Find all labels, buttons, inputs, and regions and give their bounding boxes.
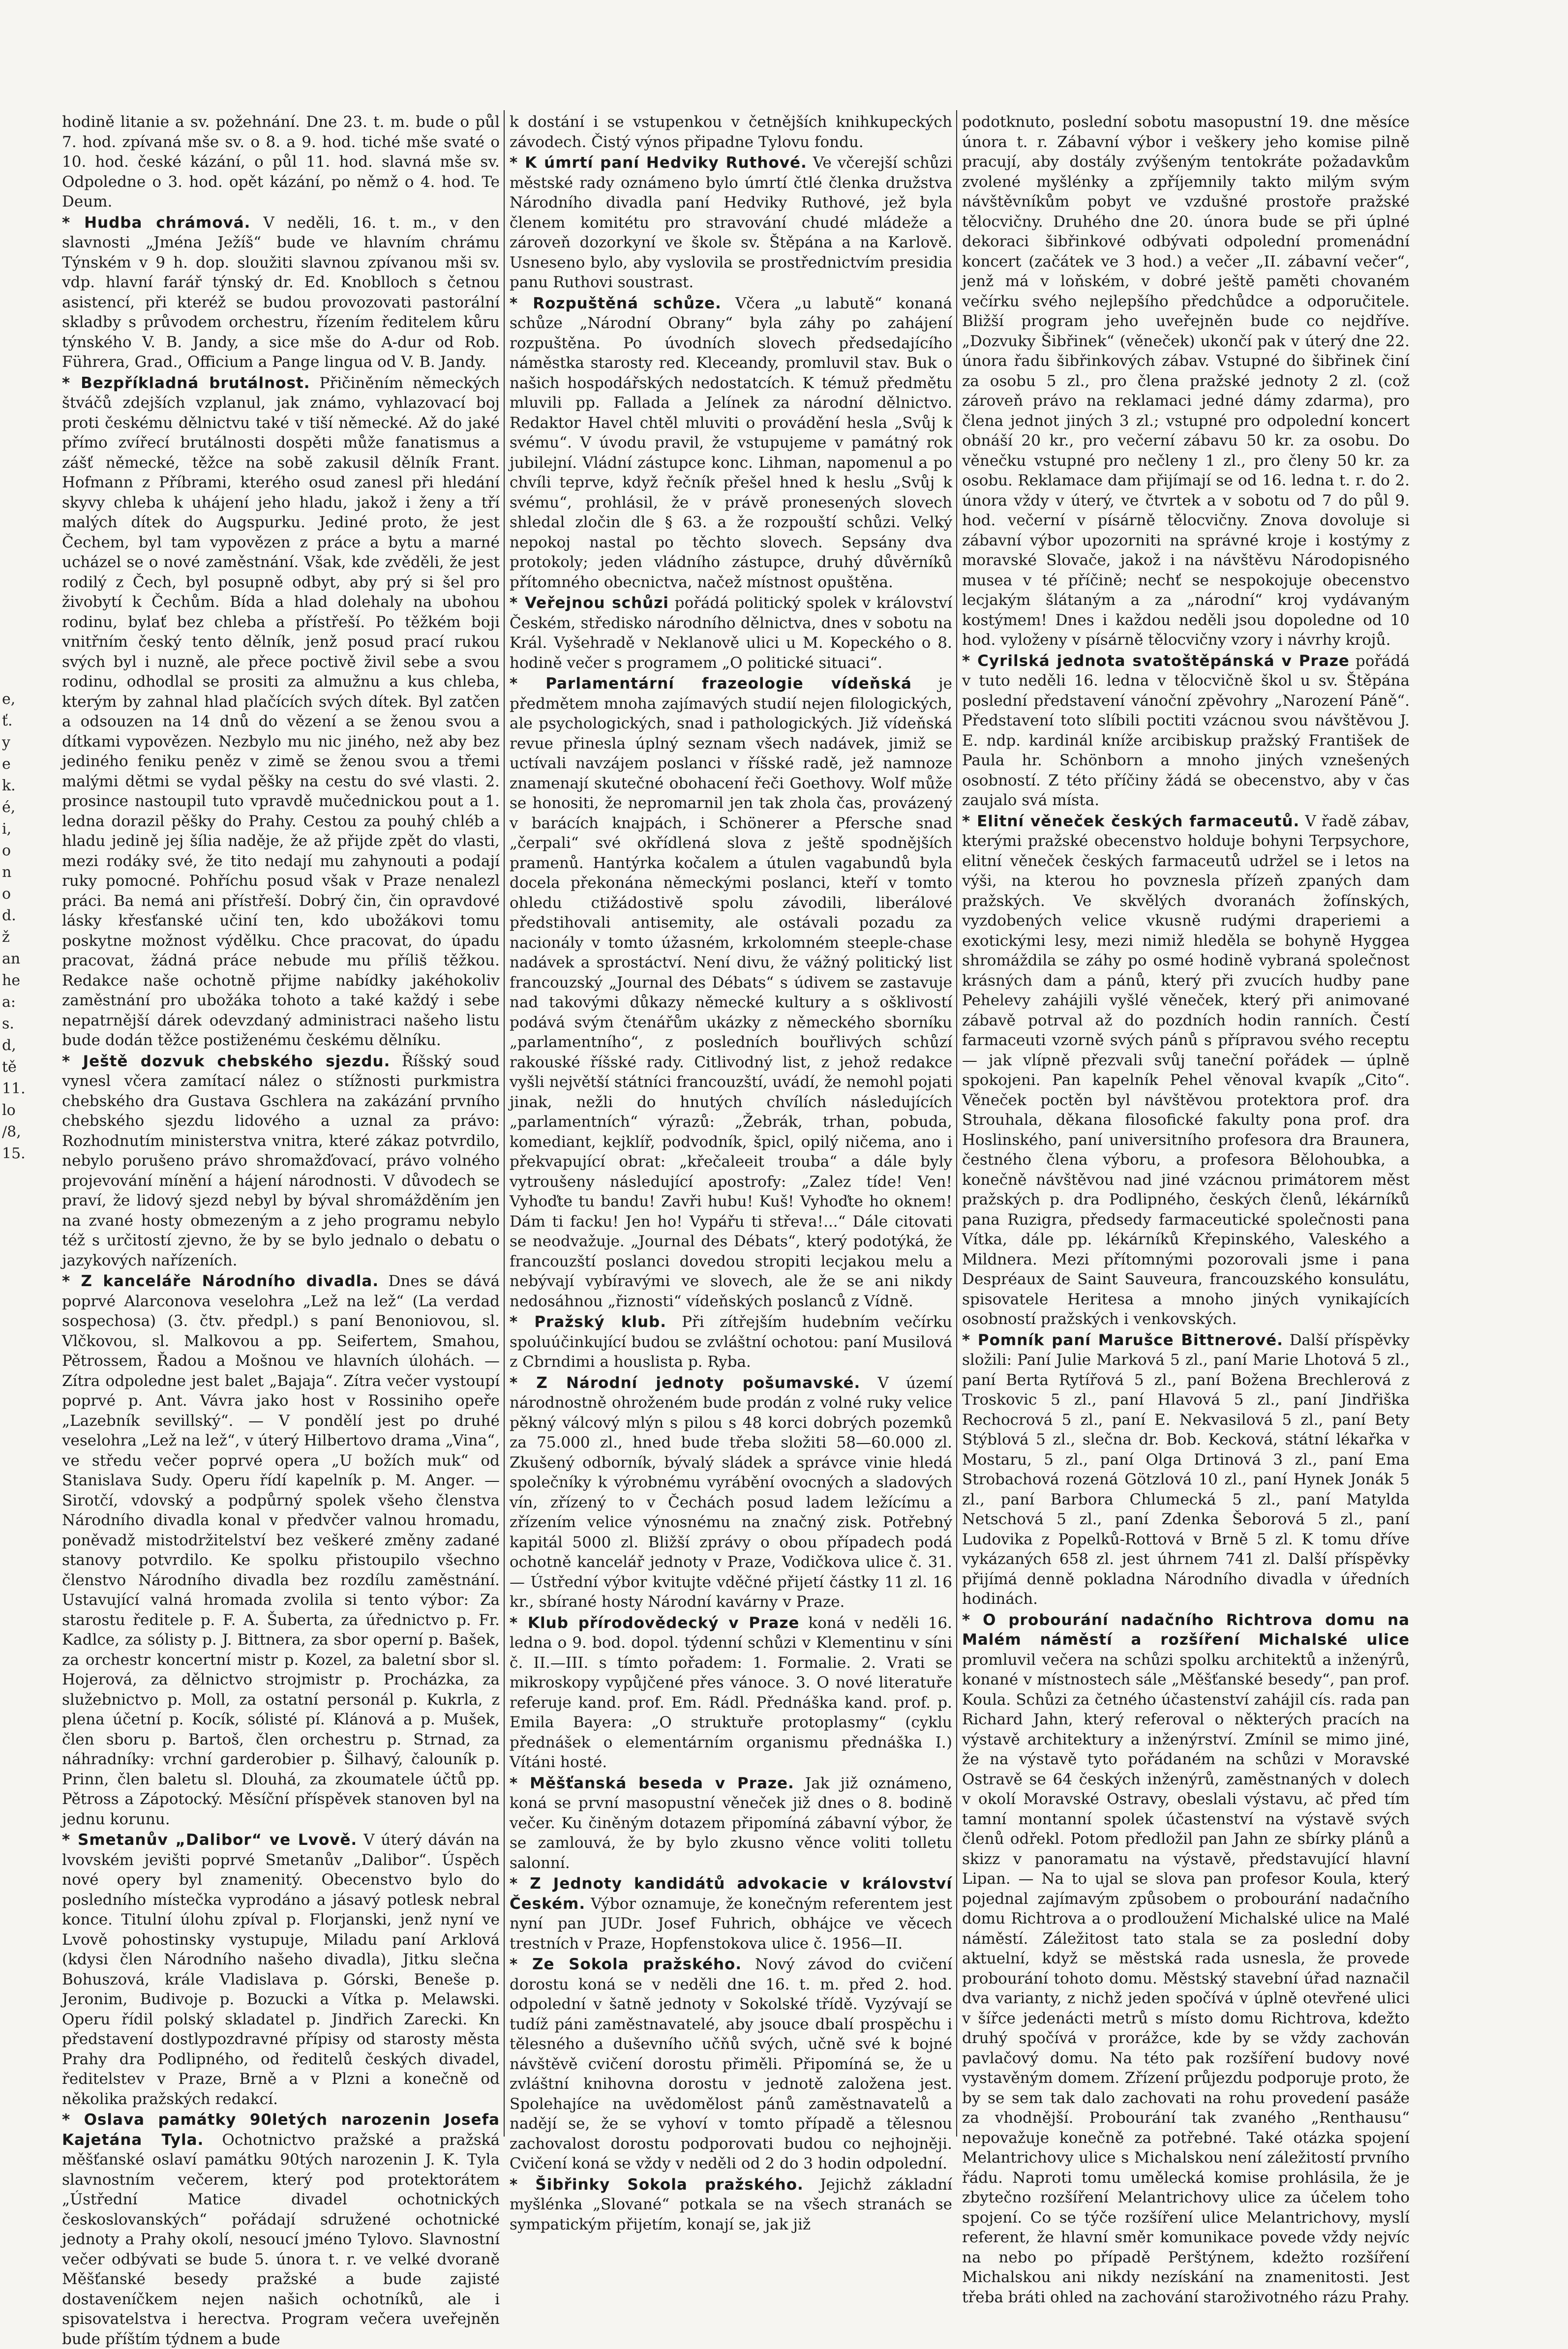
edge-fragment: n — [2, 864, 12, 881]
edge-fragment: 11. — [2, 1080, 26, 1097]
article-text: pořádá v tuto neděli 16. ledna v tělocvičně škol u sv. Štěpána poslední představení vánoční zpěvohry „Narození Páně“. Představení toto slíbili poctiti vzácnou svou návštěvou J. E. ndp. kardinál kníže arcibiskup pražský František de Paula hr. Schönborn a mnoho jiných vznešených osobností. Z této příčiny žádá se obecenstvo, aby v čas zaujalo svá místa. — [962, 652, 1410, 809]
article-paragraph — [510, 112, 952, 152]
article-text: podotknuto, poslední sobotu masopustní 19. dne měsíce února t. r. Zábavní výbor i veškery jeho komise pilně pracují, aby dostály zvýšeným tentokráte požadavkům zvolené myšlénky a zpříjemnily takto milým svým návštěvníkům pobyt ve vzdušné prostoře pražské tělocvičny. Druhého dne 20. února bude se při úplné dekoraci šibřinkové odbývati odpolední promenádní koncert (začátek ve 3 hod.) a večer „II. zábavní večer“, jenž má v loňském, v dobré ještě paměti chovaném večírku svého nejlepšího předchůdce a odporučitele. Bližší program jeho uveřejněn bude co nejdříve. „Dozvuky Šibřinek“ (věneček) ukončí pak v úterý dne 22. února řadu šibřinkových zábav. Vstupné do šibřinek činí za osobu 5 zl., pro člena pražské jednoty 2 zl. (což zároveň právo na reklamaci jedné dámy zdarma), pro člena jednot jiných 3 zl.; vstupné pro odpolední koncert obnáší 20 kr., pro večerní zábavu 50 kr. za osobu. Do věnečku vstupné pro nečleny 1 zl., pro členy 50 kr. za osobu. Reklamace dam přijímají se od 16. ledna t. r. do 2. února vždy v úterý, ve čtvrtek a v sobotu od 7 do půl 9. hod. večerní v písárně tělocvičny. Znova dovoluje si zábavní výbor upozorniti na správné kroje i kostýmy z moravské Slovače, jakož i na návštěvu Národopisného musea v té příčině; nechť se nespokojuje obecenstvo lecjakým šlátaným a za „národní“ kroj vydávaným kostýmem! Dnes i každou neděli jsou dopoledne od 10 hod. vyloženy v písárně tělocvičny vzory i návrhy krojů. — [962, 113, 1410, 649]
article-paragraph — [510, 1312, 952, 1372]
edge-fragment: ž — [2, 929, 10, 946]
edge-fragment: d. — [2, 907, 16, 924]
article-text: Výbor oznamuje, že konečným referentem jest nyní pan JUDr. Josef Fuhrich, obhájce ve věcech trestních v Praze, Hopfenstokova ulice č. 1956—II. — [510, 1895, 952, 1953]
article-paragraph — [510, 153, 952, 293]
article-text: V úterý dáván na lvovském jevišti poprvé Smetanův „Dalibor“. Úspěch nové opery byl znamenitý. Obecenstvo bylo do posledního místečka vyprodáno a jásavý potlesk nebral konce. Titulní úlohu zpíval p. Florjanski, jenž nyní ve Lvově pohostinsky vystupuje, Miladu paní Arklová (kdysi člen Národního našeho divadla), Jitku slečna Bohuszová, krále Vladislava p. Górski, Beneše p. Jeronim, Budivoje p. Bozucki a Vítka p. Melawski. Operu řídil polský skladatel p. Jindřich Zarecki. Kn představení dostlypozdravné přípisy od starosty města Prahy dra Podlipného, od ředitelů českých divadel, ředitelstev v Praze, Brně a v Plzni a konečně od několika pražských redakcí. — [62, 1831, 500, 2108]
edge-fragment: é, — [2, 799, 16, 816]
article-heading: * Veřejnou schůzi — [510, 594, 669, 612]
article-heading: * Klub přírodovědecký v Praze — [510, 1614, 800, 1632]
article-text: Dnes se dává poprvé Alarconova veselohra „Lež na lež“ (La verdad sospechosa) (3. čtv. předpl.) s paní Benoniovou, sl. Vlčkovou, sl. Malkovou a pp. Seifertem, Smahou, Pětrossem, Řadou a Mošnou ve hlavních úlohách. — Zítra odpoledne jest balet „Bajaja“. Zítra večer vystoupí poprvé p. Ant. Vávra jako host v Rossiniho opeře „Lazebník sevillský“. — V pondělí jest po druhé veselohra „Lež na lež“, v úterý Hilbertovo drama „Vina“, ve středu večer poprvé opera „U božích muk“ od Stanislava Sudy. Operu řídí kapelník p. M. Anger. — Sirotčí, vdovský a podpůrný spolek všeho členstva Národního divadla konal v předvčer valnou hromadu, poněvadž mistodržitelství bez veškeré změny zadané stanovy potvrdilo. Ke spolku přistoupilo všechno členstvo Národního divadla bez rozdílu zaměstnání. Ustavující valná hromada zvolila si tento výbor: Za starostu ředitele p. F. A. Šuberta, za úřednictvo p. Fr. Kadlce, za sólisty p. J. Bittnera, za sbor operní p. Bašek, za orchestr koncertní mistr p. Kozel, za baletní sbor sl. Hojerová, za dělnictvo strojmistr p. Procházka, za služebnictvo p. Moll, za ostatní personál p. Kukrla, z plena účetní p. Kocík, sólisté pí. Klánová a p. Mušek, člen sboru p. Bartoš, člen orchestru p. Strnad, za náhradníky: vrchní garderobier p. Šilhavý, čalouník p. Prinn, člen baletu sl. Dlouhá, za zkoumatele účtů pp. Pětross a Zápotocký. Měsíční příspěvek stanoven byl na jednu korunu. — [62, 1272, 500, 1828]
article-paragraph — [62, 1830, 500, 2109]
article-paragraph — [510, 1955, 952, 2174]
edge-fragment: d, — [2, 1037, 16, 1054]
article-heading: * Bezpříkladná brutálnost. — [62, 374, 310, 392]
edge-fragment: an — [2, 950, 21, 967]
column-rule-2 — [956, 110, 957, 2137]
edge-fragment: s. — [2, 1015, 14, 1032]
column-1 — [62, 112, 500, 2348]
article-heading: * Rozpuštěná schůze. — [510, 294, 722, 312]
article-heading: * Z kanceláře Národního divadla. — [62, 1272, 379, 1290]
article-text: Další příspěvky složili: Paní Julie Marková 5 zl., paní Marie Lhotová 5 zl., paní Berta Rytířová 5 zl., paní Božena Brechlerová z Troskovic 5 zl., paní Hlavová 5 zl., paní Jindřiška Rechocrová 5 zl., paní E. Nekvasilová 5 zl., paní Bety Stýblová 5 zl., slečna dr. Bob. Kecková, státní lékařka v Mostaru, 5 zl., paní Olga Drtinová 3 zl., paní Ema Strobachová rozená Götzlová 10 zl., paní Hynek Jonák 5 zl., paní Barbora Chlumecká 5 zl., paní Matylda Netschová 5 zl., paní Zdenka Šeborová 5 zl., paní Ludovika z Popelků-Rottová v Brně 5 zl. K tomu dříve vykázaných 658 zl. jest úhrnem 741 zl. Další příspěvky přijímá denně pokladna Národního divadla v úředních hodinách. — [962, 1331, 1410, 1608]
article-text: V neděli, 16. t. m., v den slavnosti „Jména Ježíš“ bude ve hlavním chrámu Týnském v 9 h. dop. sloužiti slavnou zpívanou mši sv. vdp. hlavní farář týnský dr. Ed. Knoblloch s četnou asistencí, při kteréž se budou provozovati pastorální skladby s průvodem orchestru, řízením ředitelem kůru týnského V. B. Jandy, a sice mše do A-dur od Rob. Führera, Grad., Officium a Pange lingua od V. B. Jandy. — [62, 213, 500, 371]
article-paragraph — [510, 294, 952, 593]
article-heading: * Pražský klub. — [510, 1313, 666, 1331]
article-paragraph — [510, 1874, 952, 1954]
article-heading: * Smetanův „Dalibor“ ve Lvově. — [62, 1831, 358, 1849]
column-2 — [510, 112, 953, 2233]
article-paragraph — [62, 2110, 500, 2349]
edge-fragment: i, — [2, 820, 12, 838]
article-paragraph — [62, 1271, 500, 1829]
edge-fragment: 15. — [2, 1145, 26, 1162]
article-text: V území národnostně ohroženém bude prodán z volné ruky velice pěkný válcový mlýn s pilou s 48 korci dobrých pozemků za 75.000 zl., hned bude třeba složiti 58—60.000 zl. Zkušený odborník, bývalý sládek a správce vinie hledá společníky k výrobnému vyrábění ovocných a sladových vín, zřízený to v Čechách posud ladem ležícímu a zřízením velice výnosnému na značný zisk. Potřebný kapitál 5000 zl. Bližší zprávy o obou případech podá ochotně kancelář jednoty v Praze, Vodičkova ulice č. 31. — Ústřední výbor kvitujte vděčné přijetí částky 11 zl. 16 kr., sbírané hosty Národní kavárny v Praze. — [510, 1374, 953, 1611]
article-paragraph — [962, 1330, 1410, 1609]
edge-fragment: /8, — [2, 1123, 21, 1141]
article-text: Při zítřejším hudebním večírku spoluúčinkující budou se zvláštní ochotou: paní Musilová z Cbrndimi a houslista p. Ryba. — [510, 1313, 952, 1371]
article-text: koná v neděli 16. ledna o 9. bod. dopol. týdenní schůzi v Klementinu v síni č. II.—III. s tímto pořadem: 1. Formalie. 2. Vrati se mikroskopy vypůjčené přes vánoce. 3. O nové literatuře referuje kand. prof. Em. Rádl. Přednáška kand. prof. p. Emila Bayera: „O struktuře protoplasmy“ (cyklu přednášek o elementárním organismu přednáška I.) Vítáni hosté. — [510, 1614, 952, 1771]
left-edge-fragments — [2, 689, 26, 1165]
article-heading: * Ještě dozvuk chebského sjezdu. — [62, 1052, 391, 1070]
article-paragraph — [510, 1373, 952, 1612]
article-text: Jak již oznámeno, koná se první masopustní věneček již dnes o 8. bodině večer. Ku činěným dotazem připomíná zábavní výbor, že se zamlouvá, že by bylo zkusno věnce voliti tolletu salonní. — [510, 1774, 953, 1872]
edge-fragment: y — [2, 734, 10, 751]
article-heading: * Měšťanská beseda v Praze. — [510, 1774, 794, 1792]
article-text: Ve včerejší schůzi městské rady oznámeno bylo úmrtí čtlé členka družstva Národního divadla paní Hedviky Ruthové, jež byla členem komitétu pro stravování chudé mládeže a zároveň dozorkyní ve škole sv. Štěpána a na Karlově. Usneseno bylo, aby vyslovila se prostřednictvím presidia panu Ruthovi soustrast. — [510, 154, 952, 291]
edge-fragment: ť. — [2, 712, 13, 729]
edge-fragment: tě — [2, 1058, 17, 1076]
edge-fragment: a: — [2, 994, 16, 1011]
article-text: pořádá politický spolek v království Českém, středisko národního dělnictva, dnes v sobotu na Král. Vyšehradě v Neklanově ulici u M. Kopeckého o 8. hodině večer s programem „O politické situaci“. — [510, 594, 952, 672]
article-text: je předmětem mnoha zajímavých studií nejen filologických, ale psychologických, snad i pathologických. Již vídeňská revue přinesla úplný seznam všech nadávek, jimiž se uctívali navzájem poslanci v říšské radě, jež namnoze znamenají skutečné obohacení řeči Goethovy. Wolf může se honositi, že nepromarnil jen tak zhola čas, provázený v barácích knajpách, i Schönerer a Pfersche snad „čerpali“ své okřídlená slova z ještě spodnějších pramenů. Hantýrka kočalem a útulen vagabundů byla docela překonána německými poslanci, kteří v tomto ohledu ctižádostivě spolu závodili, liberálové předstihovali antisemity, ale ostávali pozadu za nacionály v tomto úžasném, krkolomném steeple-chase nadávek a sprostáctví. Není divu, že vážný politický list francouzský „Journal des Débats“ s údivem se zastavuje nad takovými důkazy německé kultury a s ošklivostí podává svým čtenářům ukázky z německého sborníku „parlamentního“, z posledních bouřlivých schůzí rakouské říšské rady. Citlivodný list, z jehož redakce vyšli největší státníci francouzští, uvádí, že nemohl pojati jinak, nežli do hnutých chvílích následujících „parlamentních“ výrazů: „Žebrák, trhan, pobuda, komediant, kejklíř, podvodník, špicl, opilý ničema, ano i překvapující obrat: „křečaleeit trouba“ a dále byly vytroušeny následující apostrofy: „Zalez tíde! Ven! Vyhoďte tu bandu! Zavři hubu! Kuš! Vyhoďte ho oknem! Dám ti facku! Jen ho! Vypářu ti střeva!...“ Dále citovati se neodvažuje. „Journal des Débats“, který podotýká, že francouzští poslanci dovedou stropiti lecjakou melu a nebývají vybíravými ve slovech, ale že se ani nikdy nedosáhnou „řiznosti“ vídeňských poslanců z Vídně. — [510, 675, 952, 1310]
column-rule-1 — [504, 110, 505, 2137]
article-heading: * O probourání nadačního Richtrova domu na Malém náměstí a rozšíření Michalské ulice — [962, 1611, 1410, 1649]
article-heading: * K úmrtí paní Hedviky Ruthové. — [510, 154, 807, 172]
article-heading: * Hudba chrámová. — [62, 213, 251, 232]
article-paragraph — [962, 112, 1410, 650]
edge-fragment: o — [2, 842, 11, 859]
article-text: promluvil večera na schůzi spolku architektů a inženýrů, konané v místnostech sále „Měšťanské besedy“, pan prof. Koula. Schůzi za četného účastenství zahájil cís. rada pan Richard Jahn, který referoval o některých pracích na výstavě architektury a inženýrství. Zmínil se mimo jiné, že na výstavě tyto pořádaném na schůzi v Moravské Ostravě se 64 českých inženýrů, zaměstnaných v dolech v okolí Moravské Ostravy, obeslali výstavu, ač před tím tamní montanní spolek účastenství na výstavě svých členů odřekl. Potom předložil pan Jahn ze sbírky plánů a skizz v panoramatu na výstavě, představující hlavní Lipan. — Na to ujal se slova pan profesor Koula, který pojednal zajímavým způsobem o probourání nadačního domu Richtrova a o prodloužení Michalské ulice na Malé náměstí. Záležitost tato stala se za poslední doby aktuelní, když se městská rada usnesla, že provede probourání tohoto domu. Městský stavební úřad naznačil dva varianty, z nichž jeden spočívá v úplně otevřené ulici v šířce jedenácti metrů s místo domu Richtrova, kdežto druhý spočívá v prorážce, kde by se vždy zachován pavlačový domu. Na této pak rozšíření budovy nové vystavěným domem. Zřízení průjezdu podporuje proto, že by se sem tak dalo zachovati na rohu provedení pasáže za vhodnější. Probourání tak zvaného „Renthausu“ nepovažuje konečně za potřebné. Také otázka spojení Melantrichovy ulice s Michalskou není záležitostí prvního řádu. Naproti tomu umělecká komise prohlásila, že je zbytečno rozšíření Melantrichovy ulice za účelem toho spojení. Co se týče rozšíření ulice Melantrichovy, myslí referent, že hlavní směr komunikace povede vždy nejvíc na nebo po případě Perštýnem, kdežto rozšíření Michalskou ani nikdy nezískání na znamenitosti. Jest třeba bráti ohled na zachování staroživotného rázu Prahy. — [962, 1651, 1410, 2306]
article-paragraph — [62, 112, 500, 212]
article-paragraph — [962, 651, 1410, 811]
article-text: Nový závod do cvičení dorostu koná se v neděli dne 16. t. m. před 2. hod. odpolední v šatně jednoty v Sokolské třídě. Vyzývají se tudíž páni zaměstnavatelé, aby jsouce dbalí prospěchu i tělesného a duševního učňů svých, učně své k bojné návštěvě cvičení dorostu přiměli. Připomíná se, že u zvláštní knihovna dorostu v jednotě založena jest. Spolehajíce na uvědomělost pánů zaměstnavatelů a nadějí se, že se vyhoví v tomto případě a tělesnou zachovalost dorostu podporovati budou co nejhojněji. Cvičení koná se vždy v neděli od 2 do 3 hodin odpolední. — [510, 1956, 952, 2172]
article-paragraph — [510, 593, 952, 673]
article-paragraph — [510, 1613, 952, 1773]
article-paragraph — [62, 373, 500, 1051]
article-text: V řadě zábav, kterými pražské obecenstvo holduje bohyni Terpsychore, elitní věneček českých farmaceutů udržel se i letos na výši, na kterou ho povznesla přízeň zpaných dam pražských. Ve skvělých dvoranách žofínských, vyzdobených velice vkusně rudými draperiemi a exotickými lesy, mezi nimiž hleděla se bohyně Hyggea shromáždila se záhy po osmé hodině vybraná společnost krásných dam a pánů, který při zvucích hudby pane Pehelevy zahájili vyšlé věneček, který při animované zábavě potrval až do pozdních hodin ranních. Čestí farmaceuti vzorně svých pánů s přípravou svého receptu — jak vlípně přezvali svůj taneční pořádek — úplně spokojeni. Pan kapelník Pehel věnoval kvapík „Cito“. Věneček poctěn byl návštěvou protektora prof. dra Strouhala, děkana filosofické fakulty pona prof. dra Hoslinského, paní universitního profesora dra Braunera, čestného člena výboru, a profesora Bělohoubka, a konečně návštěvou nad jiné vzácnou primátorem měst pražských p. dra Podlipného, českých členů, lékárníků pana Ruzigra, předsedy farmaceutické společnosti pana Vítka, dále pp. lékárníků Křepinského, Valeského a Mildnera. Mezi přítomnými pozorovali jsme i pana Despréaux de Saint Sauveura, francouzského konsulátu, spisovatele Heritesa a mnoho jiných vynikajících osobností pražských i venkovských. — [962, 812, 1410, 1328]
article-paragraph — [510, 1774, 952, 1873]
article-text: Jejichž základní myšlénka „Slované“ potkala se na všech stranách se sympatickým přijetím, konají se, jak již — [510, 2175, 952, 2233]
article-heading: * Z Jednoty kandidátů advokacie v království Českém. — [510, 1875, 952, 1913]
article-paragraph — [510, 674, 952, 1311]
article-paragraph — [62, 213, 500, 372]
article-text: Říšský soud vynesl včera zamítací nález o stížnosti purkmistra chebského dra Gustava Gschlera na zakázání prvního chebského sjezdu lidového a uznal za právo: Rozhodnutím ministerstva vnitra, které zákaz potvrdilo, nebylo porušeno právo shromažďovací, právo volného projevování mínění a hájení národnosti. V důvodech se praví, že lidový sjezd nebyl by býval shromážděním jen na zvané hosty obmezeným a z jeho programu nebylo též s určitostí zjevno, že by se bylo jednalo o debatu o jazykových nařízeních. — [62, 1052, 500, 1269]
edge-fragment: lo — [2, 1102, 16, 1119]
article-paragraph — [62, 1052, 500, 1271]
article-heading: * Parlamentární frazeologie vídeňská — [510, 675, 912, 693]
article-paragraph — [510, 2175, 952, 2235]
article-text: Včera „u labutě“ konaná schůze „Národní Obrany“ byla záhy po zahájení rozpuštěna. Po úvodních slovech předsedajícího náměstka starosty red. Kleceandy, promluvil stav. Buk o našich hospodářských nedostatcích. K témuž předmětu mluvili pp. Fallada a Jelínek za národní dělnictvo. Redaktor Havel chtěl mluviti o provádění hesla „Svůj k svému“. V úvodu pravil, že vstupujeme v památný rok jubilejní. Vládní zástupce konc. Lihman, napomenul a po chvíli teprve, když řečník přešel hned k heslu „Svůj k svému“, prohlásil, že v právě pronesených slovech shledal zločin dle § 63. a že rozpouští schůzi. Velký nepokoj nastal po těchto slovech. Sepsány dva protokoly; jeden vládního zástupce, druhý důvěrníků přítomného obecnictva, načež místnost opuštěna. — [510, 294, 952, 591]
article-heading: * Šibřinky Sokola pražského. — [510, 2175, 804, 2194]
article-heading: * Elitní věneček českých farmaceutů. — [962, 812, 1300, 830]
edge-fragment: e, — [2, 691, 16, 708]
article-heading: * Z Národní jednoty pošumavské. — [510, 1374, 861, 1392]
article-heading: * Oslava památky 90letých narozenin Josefa Kajetána Tyla. — [62, 2111, 500, 2149]
article-text: Ochotnictvo pražské a pražská měšťanské oslaví památku 90tých narozenin J. K. Tyla slavnostním večerem, který pod protektorátem „Ústřední Matice divadel ochotnických českoslovanských“ pořádají sdružené ochotnické jednoty a Prahy okolí, nesoucí jméno Tylovo. Slavnostní večer odbývati se bude 5. února t. r. ve velké dvoraně Měšťanské besedy pražské a bude zajisté dostaveníčkem nejen našich ochotníků, ale i spisovatelstva i herectva. Program večera uveřejněn bude příštím týdnem a bude — [62, 2131, 500, 2348]
article-paragraph — [962, 1610, 1410, 2308]
article-text: k dostání i se vstupenkou v četnějších knihkupeckých závodech. Čistý výnos připadne Tylovu fondu. — [510, 113, 952, 151]
article-heading: * Ze Sokola pražského. — [510, 1956, 742, 1973]
article-heading: * Cyrilská jednota svatoštěpánská v Praze — [962, 652, 1350, 670]
edge-fragment: k. — [2, 777, 16, 794]
edge-fragment: e — [2, 755, 11, 773]
edge-fragment: o — [2, 885, 11, 903]
article-text: hodině litanie a sv. požehnání. Dne 23. t. m. bude o půl 7. hod. zpívaná mše sv. o 8. a 9. hod. tiché mše svaté o 10. hod. české kázání, o půl 11. hod. slavná mše sv. Odpoledne o 3. hod. opět kázání, po němž o 4. hod. Te Deum. — [62, 113, 500, 211]
article-text: Přičiněním německých štváčů zdejších vzplanul, jak známo, vyhlazovací boj proti českému dělnictvu také v tiší německé. Až do jaké přímo zvířecí brutálnosti dospěti může fanatismus a zášť německé, těžce na sobě zakusil dělník Frant. Hofmann z Příbrami, kterého osud zanesl při hledání skyvy chleba k uhájení jeho hladu, jakož i ženy a tří malých dítek do Augspurku. Jediné proto, že jest Čechem, byl tam vypovězen z práce a bytu a marné ucházel se o nové zaměstnání. Však, kde zvěděli, že jest rodilý z Čech, byl posupně odbyt, aby prý si šel pro živobytí k Čechům. Bída a hlad dolehaly na ubohou rodinu, bylať bez chleba a přístřeší. Po těžkém boji vnitřním český tento dělník, jenž posud prací rukou svých byl i nuzně, ale přece poctivě živil sebe a svou rodinu, odhodlal se prositi za almužnu a kus chleba, kterým by zahnal hlad plačících svých dítek. Byl zatčen a odsouzen na 14 dnů do vězení a se ženou svou a dítkami vypovězen. Nezbylo mu nic jiného, než aby bez jediného feniku peněz v zimě se ženou svou a třemi malými dětmi se vydal pěšky na cestu do své vlasti. 2. prosince nastoupil tuto vpravdě mučednickou pout a 1. ledna dorazil pěšky do Prahy. Cestou za pouhý chléb a hladu jedině jej šília naděje, že až přijde zpět do vlasti, mezi rodáky své, že tito nedají mu zahynouti a podají ruky pomocné. Pohříchu posud však v Praze nenalezl práci. Ba nemá ani přístřeší. Dobrý čin, čin opravdové lásky křesťanské učiní ten, kdo ubožákovi tomu poskytne možnost výdělku. Chce pracovat, do úpadu pracovat, žádná práce nebude mu příliš těžkou. Redakce naše ochotně přijme nabídky jakéhokoliv zaměstnání pro ubožáka tohoto a také každý i sebe nepatrnější dárek odevzdaný administraci našeho listu bude dodán těžce postiženému českému dělníku. — [62, 374, 500, 1049]
column-3 — [962, 112, 1410, 2306]
article-paragraph — [962, 812, 1410, 1329]
article-heading: * Pomník paní Marušce Bittnerové. — [962, 1331, 1283, 1349]
edge-fragment: he — [2, 972, 21, 989]
